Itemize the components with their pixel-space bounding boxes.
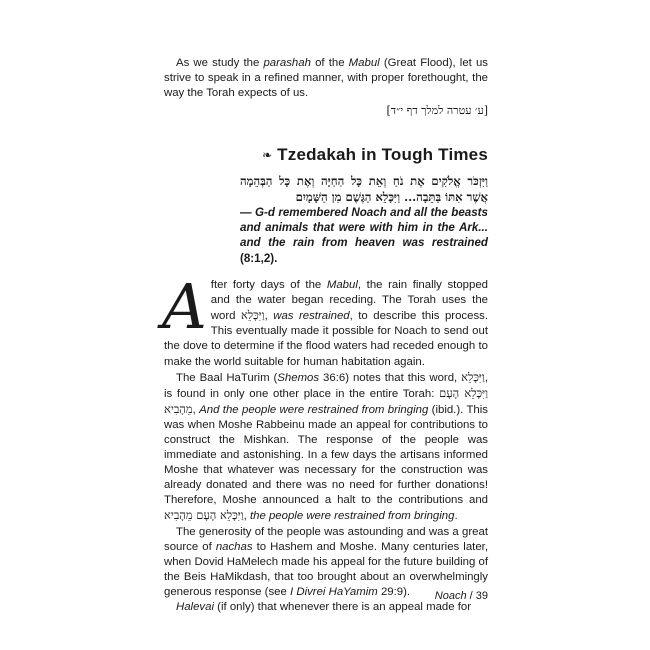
text-run: The generosity of the people was astounding and was a great source of: [164, 525, 488, 553]
verse-block: [240, 174, 488, 266]
text-run: As we study the: [176, 57, 264, 69]
body-paragraph: [162, 270, 488, 370]
body-paragraph: [164, 600, 488, 615]
text-run: Shemos: [277, 371, 320, 384]
text-run: (if only) that whenever there is an appeal made for: [214, 601, 472, 614]
text-run: And the people were restrained from bringing: [199, 403, 429, 416]
footer-separator: /: [466, 590, 476, 602]
intro-paragraph: [164, 56, 488, 101]
page-footer: [415, 590, 488, 602]
text-run: ,: [192, 403, 200, 416]
text-run: (Great Flood), let us strive to speak in a refined manner, with proper forethought, the way the Torah expects of us.: [164, 57, 488, 100]
running-title: Noach: [434, 590, 467, 602]
text-run: the people were restrained from bringing: [249, 510, 455, 523]
verse-hebrew: וַיִּזְכֹּר אֱלֹקִים אֶת נֹחַ וְאֵת כָּל הַחַיָּה וְאֶת כָּל הַבְּהֵמָה אֲשֶׁר אִתּוֹ בַּתֵּבָה... וַיִּכָּלֵא הַגֶּשֶׁם מִן הַשָּׁמָיִם: [240, 174, 488, 204]
text-run: to Hashem and Moshe. Many centuries later, when Dovid HaMelech made his appeal for the future building of the Beis HaMikdash, that too brought about an overwhelmingly generous response (see: [164, 540, 488, 598]
hebrew-phrase: וַיִּכָּלֵא הָעָם מֵהָבִיא: [164, 385, 488, 416]
section-heading: [164, 144, 488, 166]
hebrew-word: וַיִּכָּלֵא: [240, 308, 265, 323]
text-run: parashah: [263, 57, 311, 69]
text-run: 36:6) notes that this word,: [319, 371, 462, 384]
text-run: , to describe this process. This eventually made it possible for Noach to send out the dove to determine if the flood waters had receded enough to make the world suitable for human habitation again.: [164, 310, 488, 368]
section-title: Tzedakah in Tough Times: [277, 145, 488, 165]
text-run: (ibid.). This was when Moshe Rabbeinu made an appeal for contributions to construct the Mishkan. The response of the people was immediate and astonishing. In a few days the artisans informed Moshe that whatever was necessary for the construction was already donated and there was no need for further donations! Therefore, Moshe announced a halt to the contributions and: [164, 403, 488, 507]
text-run: Halevai: [176, 601, 214, 614]
text-run: Mabul: [348, 57, 380, 69]
verse-translation: — G-d remembered Noach and all the beasts and animals that were with him in the Ark... and the rain from heaven was restrained: [240, 205, 488, 250]
text-run: 29:9).: [377, 585, 411, 598]
hebrew-word: וַיִּכָּלֵא: [461, 369, 485, 384]
text-run: , is found in only one other place in the entire Torah:: [164, 371, 488, 400]
body-paragraph: [164, 370, 488, 525]
text-run: I Divrei HaYamim: [290, 585, 378, 598]
text-run: Mabul: [326, 279, 358, 292]
text-run: nachas: [215, 540, 253, 553]
page-number: 39: [475, 590, 488, 602]
text-run: The Baal HaTurim (: [176, 371, 278, 384]
text-run: ,: [264, 310, 274, 323]
text-run: of the: [310, 57, 349, 69]
text-run: , the rain finally stopped and the water began receding. The Torah uses the word: [210, 279, 488, 323]
text-run: fter forty days of the: [210, 279, 327, 292]
page-body: [164, 56, 488, 615]
text-run: ,: [243, 510, 250, 523]
body-paragraph: [164, 525, 488, 600]
ornament-icon: ❧: [262, 148, 273, 163]
verse-reference: (8:1,2).: [240, 251, 278, 265]
text-run: was restrained: [273, 310, 350, 323]
verse-english: [240, 205, 488, 266]
text-run: .: [454, 510, 458, 523]
source-citation: [ע׳ עטרה למלך דף י״ד]: [386, 104, 488, 118]
drop-cap: A: [162, 270, 207, 344]
hebrew-phrase: וַיִּכָּלֵא הָעָם מֵהָבִיא: [164, 508, 244, 523]
